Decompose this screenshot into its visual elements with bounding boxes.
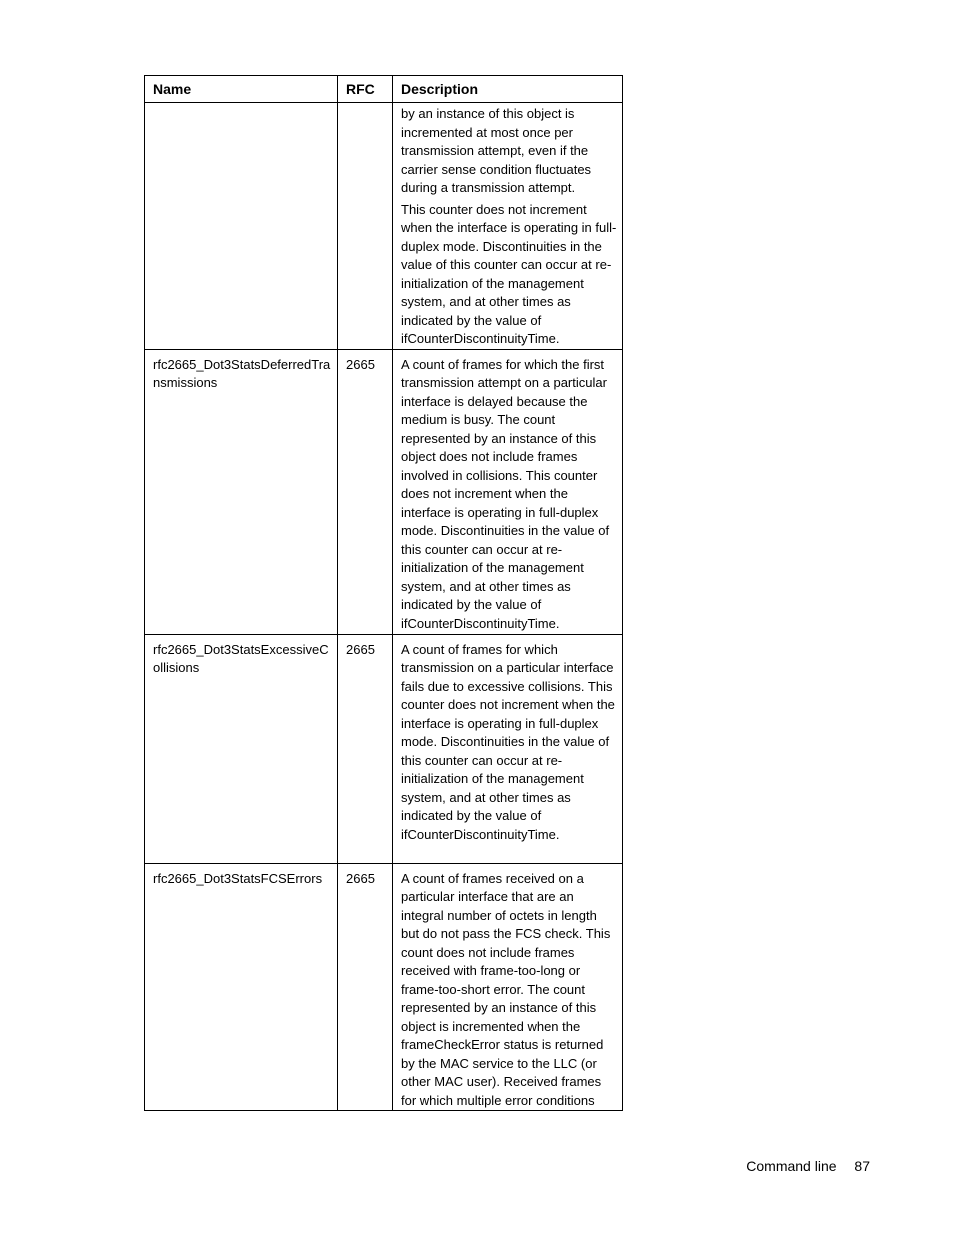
cell-description: A count of frames for which the first transmission attempt on a particular interface is delayed because the medium is busy. The count represented by an instance of this object does not include frames involved in collisions. This counter does not increment when the interface is operating in full-duplex mode. Discontinuities in the value of this counter can occur at re-initialization of the management system, and at other times as indicated by the value of ifCounterDiscontinuityTime. [393, 349, 623, 634]
cell-rfc: 2665 [338, 863, 393, 1111]
cell-name: rfc2665_Dot3StatsDeferredTransmissions [145, 349, 338, 634]
cell-rfc: 2665 [338, 349, 393, 634]
cell-rfc: 2665 [338, 634, 393, 863]
cell-description: A count of frames received on a particular interface that are an integral number of octets in length but do not pass the FCS check. This count does not include frames received with frame-too-long or frame-too-short error. The count represented by an instance of this object is incremented when the frameCheckError status is returned by the MAC service to the LLC (or other MAC user). Received frames for which multiple error conditions [393, 863, 623, 1111]
mib-objects-table [144, 75, 623, 1111]
page-footer [746, 1158, 870, 1174]
cell-name: rfc2665_Dot3StatsExcessiveCollisions [145, 634, 338, 863]
footer-section-title: Command line [746, 1158, 837, 1174]
table-header-row [145, 76, 623, 103]
header-name: Name [145, 76, 338, 103]
table-row-continuation [145, 103, 623, 350]
table-row [145, 634, 623, 863]
header-rfc: RFC [338, 76, 393, 103]
description-paragraph: This counter does not increment when the interface is operating in full-duplex mode. Discontinuities in the value of this counter can occur at re-initialization of the management system, and at other times as indicated by the value of ifCounterDiscontinuityTime. [401, 201, 617, 346]
description-paragraph: by an instance of this object is incremented at most once per transmission attempt, even if the carrier sense condition fluctuates during a transmission attempt. [401, 106, 592, 195]
cell-description: A count of frames for which transmission on a particular interface fails due to excessive collisions. This counter does not increment when the interface is operating in full-duplex mode. Discontinuities in the value of this counter can occur at re-initialization of the management system, and at other times as indicated by the value of ifCounterDiscontinuityTime. [393, 634, 623, 863]
page-number: 87 [854, 1158, 870, 1174]
cell-rfc-empty [338, 103, 393, 350]
cell-name: rfc2665_Dot3StatsFCSErrors [145, 863, 338, 1111]
table-row [145, 863, 623, 1111]
header-description: Description [393, 76, 623, 103]
table-row [145, 349, 623, 634]
cell-name-empty [145, 103, 338, 350]
cell-description [393, 103, 623, 350]
